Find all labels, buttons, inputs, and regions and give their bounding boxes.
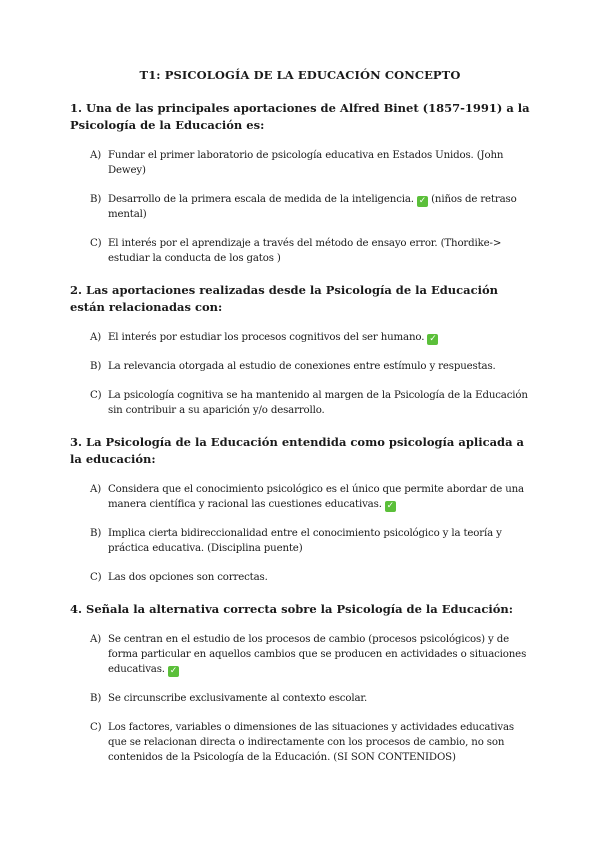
option-letter: A): [90, 634, 102, 645]
option-text-main: Las dos opciones son correctas.: [108, 572, 268, 583]
option-letter: B): [90, 693, 102, 704]
check-mark-icon: ✓: [169, 666, 178, 676]
question-3: [70, 434, 530, 585]
option-text: [108, 330, 530, 345]
question-text: 4. Señala la alternativa correcta sobre la Psicología de la Educación:: [70, 602, 514, 616]
option-letter: C): [90, 238, 102, 249]
option-letter: C): [90, 572, 102, 583]
option-text: [108, 570, 530, 585]
question-text: 3. La Psicología de la Educación entendida como psicología aplicada a la educación:: [70, 435, 525, 466]
option-text-main: Implica cierta bidireccionalidad entre el conocimiento psicológico y la teoría y práctica educativa. (Disciplina puente): [108, 528, 502, 554]
option-text: [108, 148, 530, 178]
option-text-main: Considera que el conocimiento psicológico es el único que permite abordar de una manera científica y racional las cuestiones educativas.: [108, 484, 524, 510]
option-letter: B): [90, 361, 102, 372]
option-letter: A): [90, 332, 102, 343]
option-text-main: Se circunscribe exclusivamente al contexto escolar.: [108, 693, 368, 704]
answer-option: [70, 359, 530, 374]
option-text-main: Desarrollo de la primera escala de medida de la inteligencia.: [108, 194, 414, 205]
answer-option: [70, 330, 530, 345]
option-note: (niños de retraso mental): [108, 194, 517, 220]
answer-option: [70, 526, 530, 556]
option-text: [108, 359, 530, 374]
option-text: [108, 482, 530, 512]
option-text: [108, 691, 530, 706]
answer-option: [70, 570, 530, 585]
answer-option: [70, 632, 530, 677]
option-text-main: Se centran en el estudio de los procesos de cambio (procesos psicológicos) y de forma particular en aquellos cambios que se producen en actividades o situaciones educativas.: [108, 634, 527, 675]
question-4: [70, 601, 530, 765]
option-text-main: El interés por el aprendizaje a través del método de ensayo error. (Thordike-> estudiar la conducta de los gatos ): [108, 238, 502, 264]
answer-option: [70, 482, 530, 512]
question-2: [70, 282, 530, 418]
option-text-main: El interés por estudiar los procesos cognitivos del ser humano.: [108, 332, 425, 343]
option-letter: B): [90, 528, 102, 539]
answer-option: [70, 691, 530, 706]
question-text: 1. Una de las principales aportaciones de Alfred Binet (1857-1991) a la Psicología de la Educación es:: [70, 101, 530, 132]
option-letter: C): [90, 722, 102, 733]
check-mark-icon: ✓: [418, 196, 427, 206]
option-letter: A): [90, 150, 102, 161]
option-letter: A): [90, 484, 102, 495]
check-mark-icon: ✓: [386, 501, 395, 511]
answer-option: [70, 720, 530, 765]
page-title: T1: PSICOLOGÍA DE LA EDUCACIÓN CONCEPTO: [139, 68, 461, 82]
answer-option: [70, 148, 530, 178]
question-text: 2. Las aportaciones realizadas desde la Psicología de la Educación están relacionadas con:: [70, 283, 499, 314]
option-text: [108, 526, 530, 556]
option-text: [108, 192, 530, 222]
option-letter: B): [90, 194, 102, 205]
option-letter: C): [90, 390, 102, 401]
option-text-main: La relevancia otorgada al estudio de conexiones entre estímulo y respuestas.: [108, 361, 496, 372]
option-text: [108, 388, 530, 418]
answer-option: [70, 236, 530, 266]
answer-option: [70, 388, 530, 418]
question-list: [70, 100, 530, 765]
option-text-main: Fundar el primer laboratorio de psicología educativa en Estados Unidos. (John Dewey): [108, 150, 504, 176]
option-text: [108, 236, 530, 266]
option-text-main: La psicología cognitiva se ha mantenido al margen de la Psicología de la Educación sin contribuir a su aparición y/o desarrollo.: [108, 390, 528, 416]
option-text-main: Los factores, variables o dimensiones de las situaciones y actividades educativas que se relacionan directa o indirectamente con los procesos de cambio, no son contenidos de la Psicología de la Educación. (SI SON CONTENIDOS): [108, 722, 514, 763]
question-1: [70, 100, 530, 266]
answer-option: [70, 192, 530, 222]
option-text: [108, 632, 530, 677]
option-text: [108, 720, 530, 765]
check-mark-icon: ✓: [429, 334, 437, 344]
document-page: [70, 68, 530, 781]
